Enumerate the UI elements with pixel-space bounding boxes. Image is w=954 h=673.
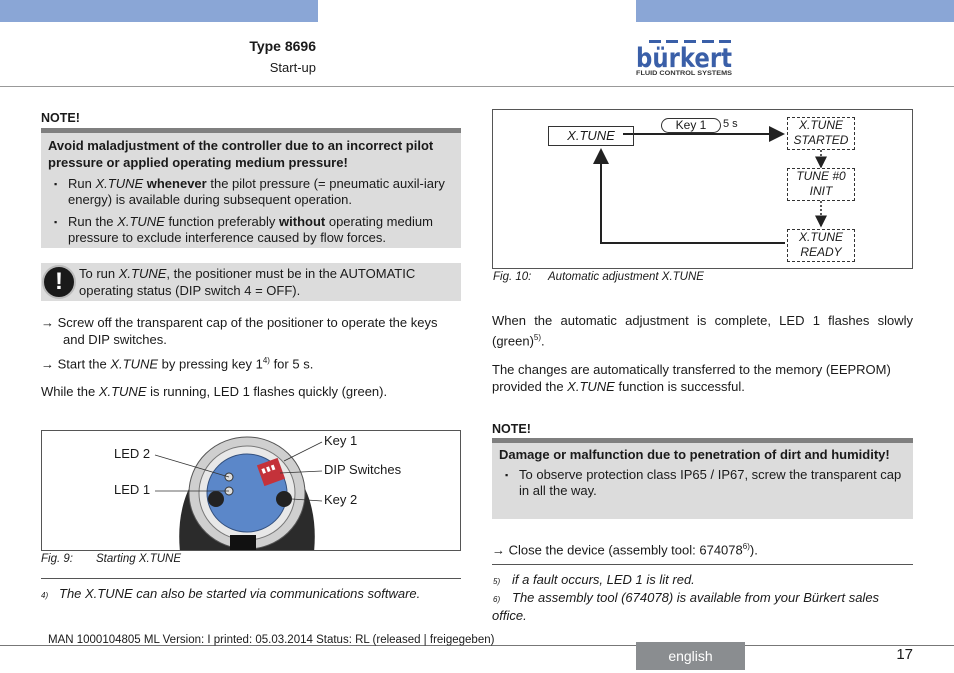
note-heading-1: NOTE! [41,111,80,125]
tune-init-box: TUNE #0 INIT [787,168,855,201]
note-bullet-3: ▪ To observe protection class IP65 / IP67, screw the transparent cap in all the way. [499,467,906,499]
label-led2: LED 2 [114,446,151,461]
footnote-4-number: 4) [41,591,49,600]
key1-button-label: Key 1 [661,118,721,133]
header-bar-left [0,0,318,22]
step-remove-cap: → Screw off the transparent cap of the positioner to operate the keys and DIP switches. [41,315,438,347]
xtune-box: X.TUNE [548,126,634,146]
header-section: Start-up [269,60,316,75]
exclamation-icon: ! [42,265,76,299]
info-text: To run X.TUNE, the positioner must be in the AUTOMATIC operating status (DIP switch 4 = OFF). [79,266,416,298]
note-heading-2: NOTE! [492,422,531,436]
duration-label: 5 s [723,118,738,130]
changes-text: The changes are automatically transferred to the memory (EEPROM) provided the X.TUNE function is successful. [492,362,891,394]
fig9-caption-number: Fig. 9: [41,553,73,565]
xtune-ready-box: X.TUNE READY [787,229,855,262]
label-led1: LED 1 [114,482,151,497]
header-bar-right [636,0,954,22]
adjustment-complete-text: When the automatic adjustment is complete, LED 1 flashes slowly (green)$^{5)}$. [492,313,913,349]
header-type: Type 8696 [249,38,316,54]
step-close-device: → Close the device (assembly tool: 674078$^{6)}$). [492,542,758,558]
footnote-4: The X.TUNE can also be started via communications software. [59,586,421,601]
header-rule [0,86,954,87]
label-key1: Key 1 [324,433,358,448]
footer-document-info: MAN 1000104805 ML Version: I printed: 05.03.2014 Status: RL (released | freigegeben) [48,634,495,646]
footnote-6-number: 6) [493,595,501,604]
step-start-xtune: → Start the X.TUNE by pressing key 1$^{4)}$ for 5 s. [41,356,314,372]
brand-name: bürkert [636,43,732,74]
fig10-caption-number: Fig. 10: [493,271,532,283]
note-box-2 [492,443,913,519]
note-bullet-2: ▪ Run the X.TUNE function preferably without operating medium pressure to exclude interference caused by flow forces. [48,214,454,246]
info-box [41,263,461,301]
note-bullet-1: ▪ Run X.TUNE whenever the pilot pressure (= pneumatic auxil-iary energy) is available during subsequent operation. [48,176,454,208]
label-dip-switches: DIP Switches [324,462,402,477]
footnote-rule-right [492,564,913,565]
figure-10 [492,109,913,269]
running-text: While the X.TUNE is running, LED 1 flashes quickly (green). [41,384,388,399]
note-box-1 [41,133,461,248]
label-key2: Key 2 [324,492,358,507]
page-number: 17 [896,646,913,663]
note-title-2: Damage or malfunction due to penetration of dirt and humidity! [499,447,890,462]
footnote-rule-left [41,578,461,579]
fig9-caption: Starting X.TUNE [96,553,181,565]
burkert-logo [636,40,732,76]
figure-9-leaders [42,431,461,551]
footnote-6: The assembly tool (674078) is available from your Bürkert sales office. [492,590,880,623]
footnote-5-number: 5) [493,577,501,586]
fig10-caption: Automatic adjustment X.TUNE [548,271,704,283]
footnote-5: if a fault occurs, LED 1 is lit red. [512,572,695,587]
language-tab: english [636,642,745,670]
xtune-started-box: X.TUNE STARTED [787,117,855,150]
figure-9 [41,430,461,551]
brand-subtitle: FLUID CONTROL SYSTEMS [636,71,732,76]
note-title-1: Avoid maladjustment of the controller due to an incorrect pilot pressure or applied operating medium pressure! [48,138,434,170]
